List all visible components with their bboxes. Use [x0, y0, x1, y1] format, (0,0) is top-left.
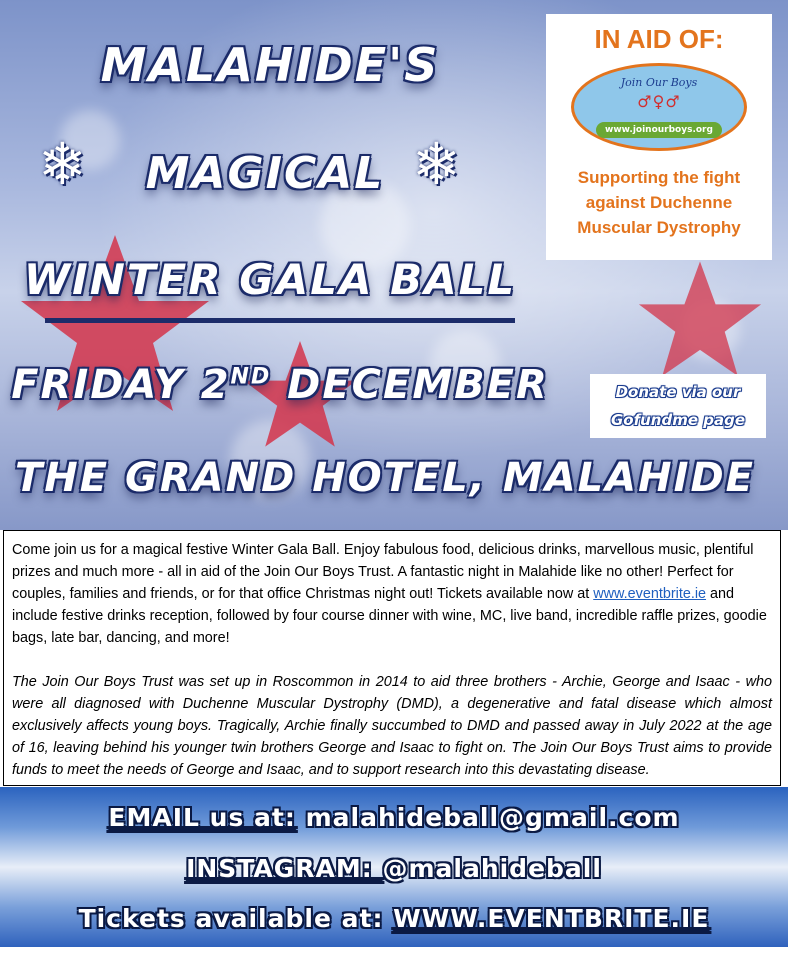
logo-name: Join Our Boys [620, 76, 698, 89]
instagram-label: INSTAGRAM: [186, 854, 383, 883]
snowflake-icon: ❄ [412, 130, 461, 198]
email-address[interactable]: malahideball@gmail.com [295, 803, 680, 832]
tickets-line [0, 904, 788, 933]
description-text: Come join us for a magical festive Winter Gala Ball. Enjoy fabulous food, delicious drinks, marvellous music, plentiful prizes and much more - all in aid of the Join Our Boys Trust. A fantastic night in Malahide like no other! Perfect for couples, families and friends, or for that office Christmas night out! Tickets available now at [12, 542, 754, 602]
instagram-line [0, 854, 788, 883]
join-our-boys-logo [571, 63, 747, 151]
donate-gofundme-box[interactable] [590, 374, 766, 438]
aid-supporting-text [546, 165, 772, 240]
logo-url: www.joinourboys.org [596, 122, 722, 138]
email-label: EMAIL us at: [108, 803, 296, 832]
event-description [12, 539, 772, 649]
tickets-link[interactable]: WWW.EVENTBRITE.IE [393, 904, 710, 933]
red-star-decoration [630, 255, 770, 385]
description-box [3, 530, 781, 786]
donate-line-1: Donate via our [615, 383, 741, 401]
eventbrite-link[interactable]: www.eventbrite.ie [593, 586, 707, 602]
title-magical: MAGICAL [145, 148, 385, 199]
supporting-line-2: against Duchenne [585, 193, 733, 212]
tickets-label: Tickets available at: [78, 904, 384, 933]
date-prefix: FRIDAY 2 [11, 362, 231, 408]
date-suffix: ND [230, 364, 272, 390]
in-aid-of-panel [546, 14, 772, 260]
aid-heading: IN AID OF: [594, 24, 724, 54]
description-text-continued: and include festive drinks reception, followed by four course dinner with wine, MC, live band, incredible raffle prizes, goodie bags, late bar, dancing, and more! [12, 586, 767, 646]
contact-footer [0, 787, 788, 947]
title-malahides: MALAHIDE'S [100, 38, 440, 92]
email-line [0, 803, 788, 832]
instagram-handle[interactable]: @malahideball [382, 854, 602, 883]
date-rest: DECEMBER [271, 362, 549, 408]
title-underline [45, 318, 515, 323]
figures-icon: ♂♀♂ [637, 92, 681, 111]
title-winter-gala-ball: WINTER GALA BALL [23, 255, 517, 304]
event-date [0, 362, 570, 408]
donate-line-2: Gofundme page [610, 411, 746, 429]
supporting-line-1: Supporting the fight [577, 168, 741, 187]
event-venue: THE GRAND HOTEL, MALAHIDE [15, 455, 755, 501]
supporting-line-3: Muscular Dystrophy [577, 218, 741, 237]
trust-description: The Join Our Boys Trust was set up in Roscommon in 2014 to aid three brothers - Archie, George and Isaac - who were all diagnosed with Duchenne Muscular Dystrophy (DMD), a degenerative and fatal disease which almost exclusively affects young boys. Tragically, Archie finally succumbed to DMD and passed away in July 2022 at the age of 16, leaving behind his younger twin brothers George and Isaac to fight on. The Join Our Boys Trust aims to provide funds to meet the needs of George and Isaac, and to support research into this devastating disease. [12, 674, 772, 778]
snowflake-icon: ❄ [38, 130, 87, 198]
